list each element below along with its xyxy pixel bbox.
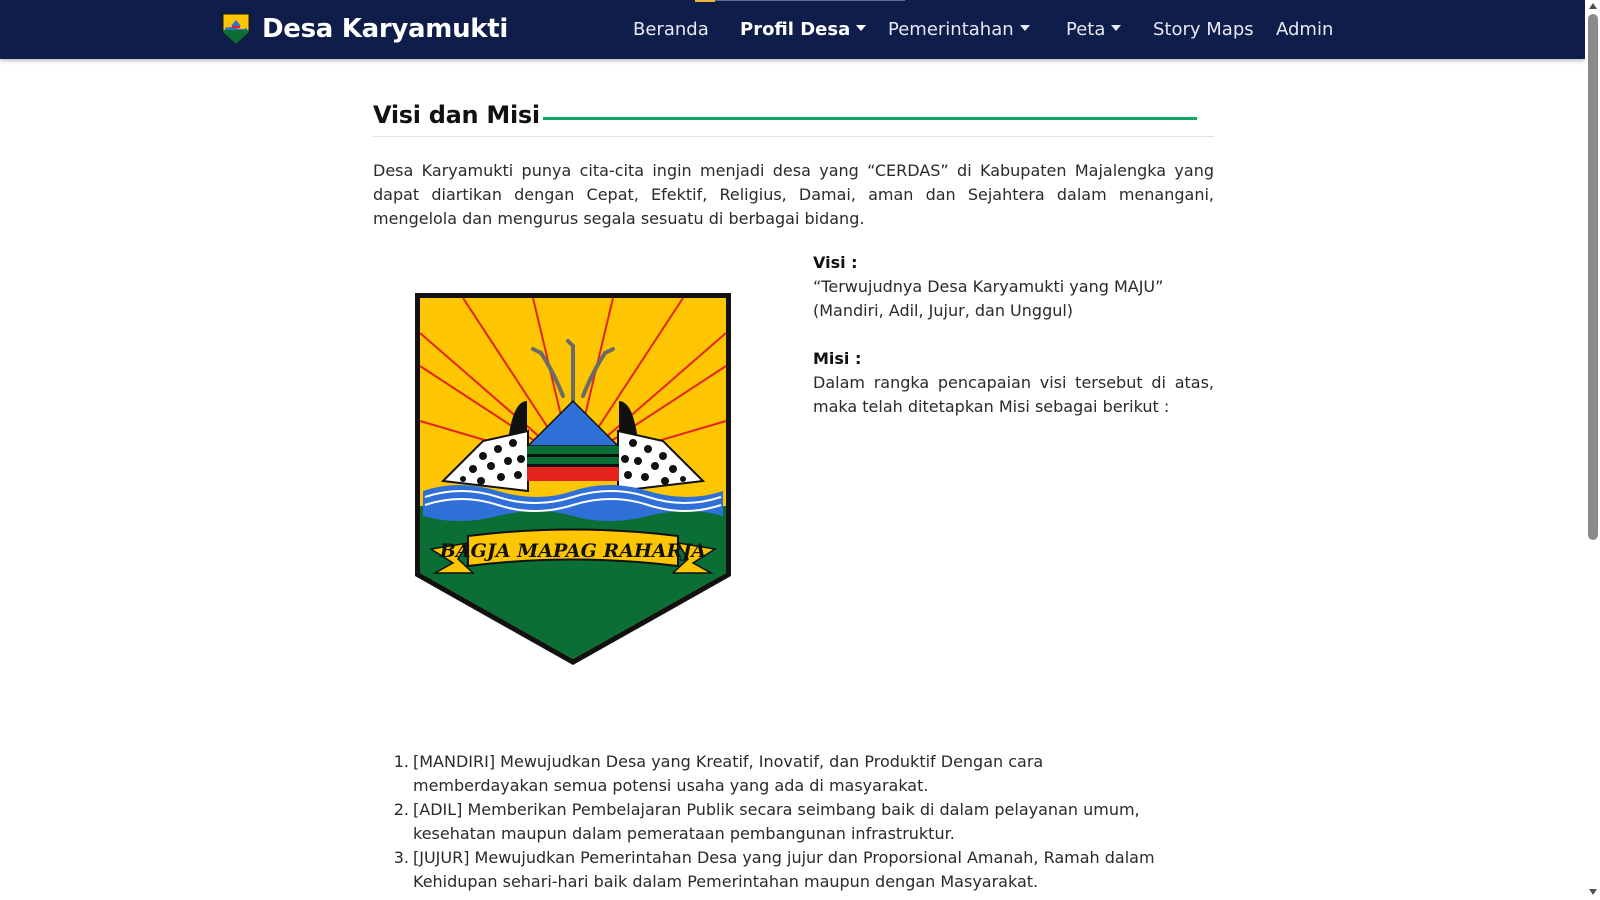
list-item: [373, 798, 1214, 846]
spacer: [813, 323, 1214, 347]
nav-item-label: Admin: [1276, 19, 1334, 40]
chevron-down-icon: [1020, 25, 1030, 31]
nav-item-label: Profil Desa: [740, 19, 851, 40]
page-title: Visi dan Misi: [373, 101, 540, 129]
list-item-text: [MANDIRI] Mewujudkan Desa yang Kreatif, Inovatif, dan Produktif Dengan cara memberdayakan semua potensi usaha yang ada di masyarakat.: [413, 752, 1044, 795]
list-item-text: [ADIL] Memberikan Pembelajaran Publik secara seimbang baik di dalam pelayanan umum, kesehatan maupun dalam pemerataan pembangunan infrastruktur.: [413, 800, 1140, 843]
chevron-down-icon: [856, 25, 866, 31]
scroll-up-arrow-icon[interactable]: [1589, 3, 1597, 9]
nav-active-indicator: [695, 0, 715, 2]
village-emblem-image: [413, 291, 733, 667]
page-scrollbar[interactable]: [1585, 0, 1600, 900]
scrollbar-thumb[interactable]: [1588, 14, 1598, 540]
nav-item-label: Beranda: [633, 19, 709, 40]
brand-name: Desa Karyamukti: [262, 14, 509, 44]
list-item: [373, 750, 1214, 798]
village-logo-icon: [222, 13, 250, 45]
nav-indicator-line: [715, 0, 905, 1]
list-item-number: 3.: [393, 848, 409, 867]
nav-item-pemerintahan[interactable]: [888, 17, 1030, 43]
list-item-text: [JUJUR] Mewujudkan Pemerintahan Desa yang jujur dan Proporsional Amanah, Ramah dalam Kehidupan sehari-hari baik dalam Pemerintahan maupun dengan Masyarakat.: [413, 848, 1155, 891]
nav-item-label: Story Maps: [1153, 19, 1254, 40]
list-item-number: 1.: [393, 752, 409, 771]
scroll-down-arrow-icon[interactable]: [1589, 889, 1597, 895]
misi-label: Misi :: [813, 349, 862, 368]
emblem-motto: BAGJA MAPAG RAHARJA: [439, 540, 707, 562]
top-navbar: [0, 0, 1585, 59]
visi-acronym: (Mandiri, Adil, Jujur, dan Unggul): [813, 301, 1074, 320]
visi-statement: “Terwujudnya Desa Karyamukti yang MAJU”: [813, 277, 1164, 296]
nav-item-story-maps[interactable]: [1153, 17, 1254, 43]
title-accent-rule: [543, 117, 1197, 120]
nav-item-admin[interactable]: [1276, 17, 1333, 43]
list-item-number: 2.: [393, 800, 409, 819]
nav-item-label: Peta: [1066, 19, 1106, 40]
misi-list: [373, 750, 1214, 894]
chevron-down-icon: [1111, 25, 1121, 31]
visi-misi-block: [373, 251, 1214, 731]
nav-item-label: Pemerintahan: [888, 19, 1014, 40]
misi-intro: Dalam rangka pencapaian visi tersebut di atas, maka telah ditetapkan Misi sebagai berikut :: [813, 373, 1214, 416]
nav-item-peta[interactable]: [1066, 17, 1121, 43]
visi-misi-text: [813, 251, 1214, 419]
nav-item-beranda[interactable]: [633, 17, 709, 43]
main-content: [373, 95, 1214, 731]
section-heading: [373, 95, 1214, 137]
visi-label: Visi :: [813, 253, 858, 272]
nav-item-profil-desa[interactable]: [740, 17, 866, 43]
intro-paragraph: Desa Karyamukti punya cita-cita ingin menjadi desa yang “CERDAS” di Kabupaten Majalengka yang dapat diartikan dengan Cepat, Efektif, Religius, Damai, aman dan Sejahtera dalam menangani, mengelola dan mengurus segala sesuatu di berbagai bidang.: [373, 161, 1214, 228]
brand-link[interactable]: [222, 12, 508, 46]
list-item: [373, 846, 1214, 894]
